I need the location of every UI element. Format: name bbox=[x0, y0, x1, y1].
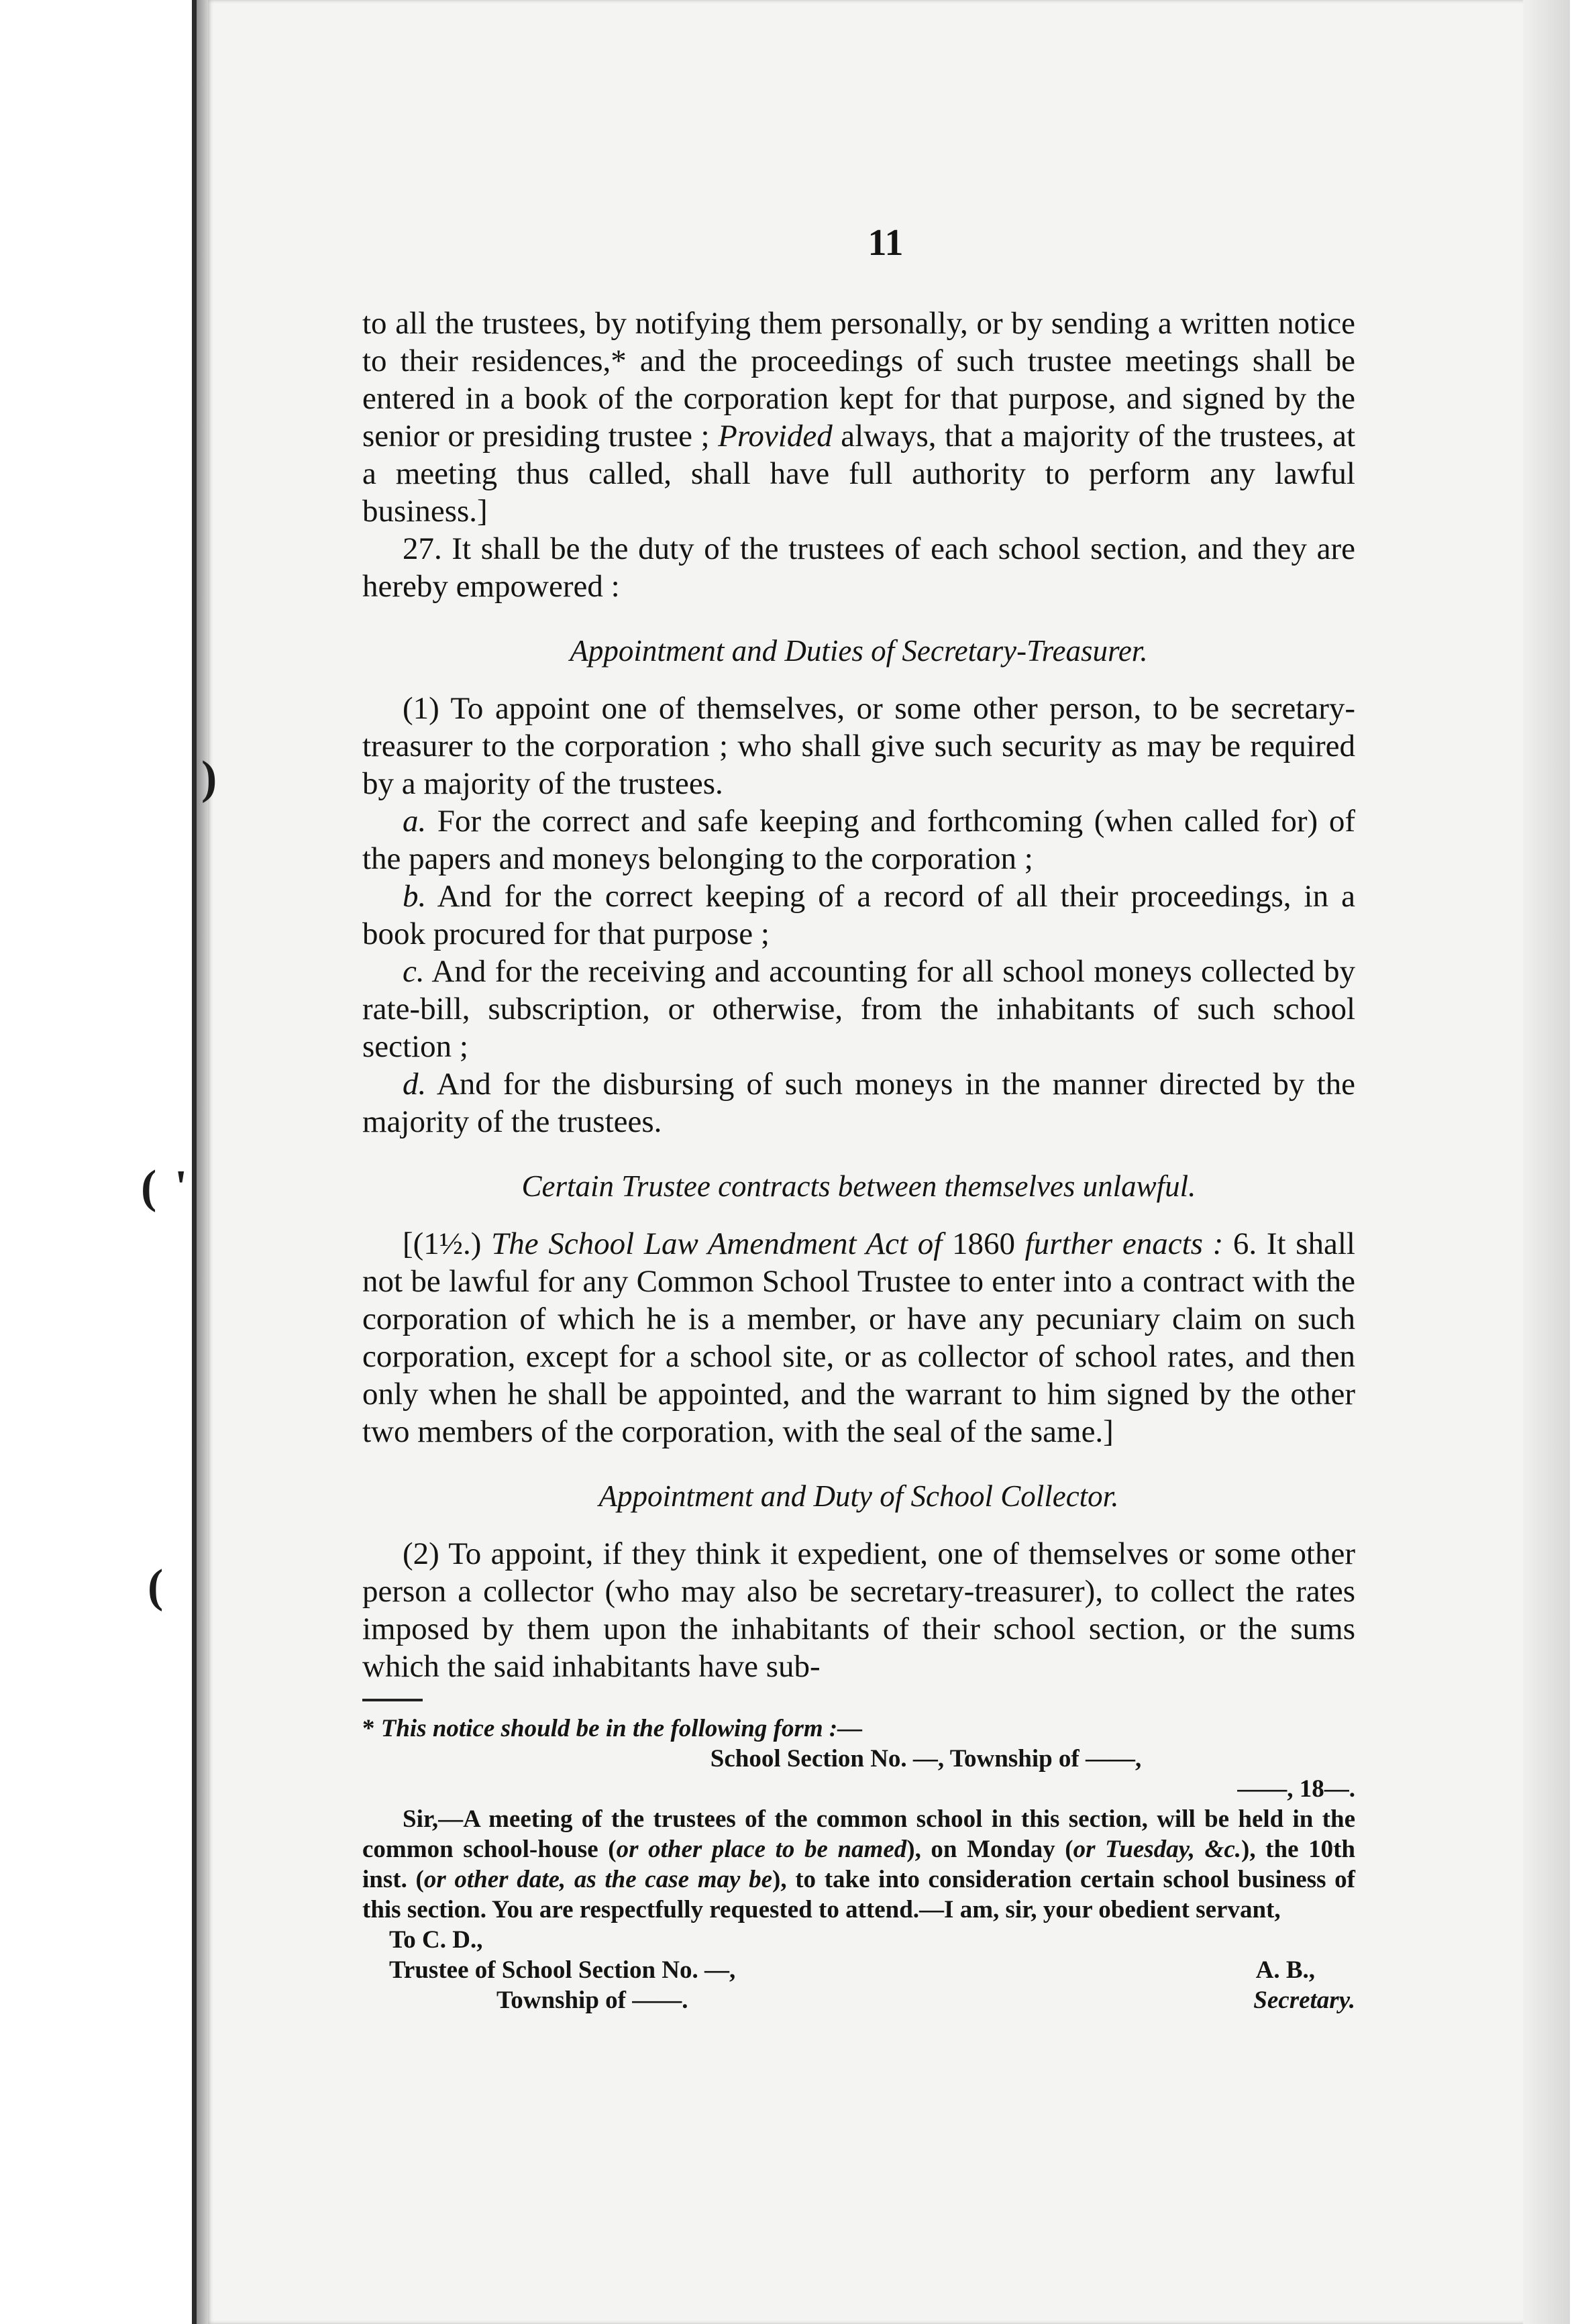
text-italic: or other place to be named bbox=[616, 1836, 907, 1863]
margin-mark: ( bbox=[141, 1161, 157, 1213]
page-content bbox=[362, 221, 1355, 2015]
text: —A meeting of the trustees of the common school in this section, will be held in the common school-house ( bbox=[362, 1805, 1355, 1863]
margin-mark: ' bbox=[174, 1161, 188, 1213]
clause-letter: d. bbox=[403, 1067, 427, 1102]
footnote bbox=[362, 1713, 1355, 2015]
text-italic: Provided bbox=[718, 419, 833, 454]
clause-text: And for the receiving and accounting for all school moneys collected by rate-bill, subscription, or otherwise, from the inhabitants of such school section ; bbox=[362, 954, 1355, 1064]
page-edge bbox=[1523, 0, 1570, 2324]
footnote-letter-body bbox=[362, 1804, 1355, 1925]
clause-letter: b. bbox=[403, 879, 427, 914]
text-italic: or other date, as the case may be bbox=[423, 1866, 772, 1893]
paragraph-amendment-act bbox=[362, 1225, 1355, 1450]
paragraph-appoint-secretary: (1) To appoint one of themselves, or some other person, to be secretary-treasurer to the corporation ; who shall give such security as may be required by a majority of the trustees. bbox=[362, 691, 1355, 801]
footnote-divider bbox=[362, 1699, 423, 1701]
footnote-signer: A. B., bbox=[1255, 1956, 1315, 1984]
clause-d bbox=[362, 1065, 1355, 1141]
footnote-marker: * bbox=[362, 1715, 381, 1742]
clause-letter: c. bbox=[403, 954, 425, 989]
footnote-signer-title: Secretary. bbox=[1253, 1987, 1355, 2014]
page-number: 11 bbox=[867, 222, 904, 264]
clause-text: And for the correct keeping of a record of all their proceedings, in a book procured for that purpose ; bbox=[362, 879, 1355, 951]
footnote-signature-row bbox=[362, 1955, 1355, 1985]
text-italic: or Tuesday, &c. bbox=[1073, 1836, 1242, 1863]
heading-trustee-contracts: Certain Trustee contracts between themselves unlawful. bbox=[521, 1169, 1196, 1203]
margin-mark: ( bbox=[148, 1561, 164, 1612]
clause-a bbox=[362, 802, 1355, 878]
text: always, that a majority of the trustees, at a meeting thus called, shall have full authority to perform any lawful business.] bbox=[362, 419, 1355, 529]
clause-letter: a. bbox=[403, 804, 427, 839]
salutation: Sir, bbox=[403, 1805, 439, 1833]
text: ), on Monday ( bbox=[906, 1836, 1073, 1863]
clause-text: And for the disbursing of such moneys in the manner directed by the majority of the trustees. bbox=[362, 1067, 1355, 1139]
footnote-township-line: Township of ——. bbox=[496, 1987, 688, 2014]
text-italic: further enacts : bbox=[1024, 1226, 1224, 1261]
margin-mark: ) bbox=[201, 752, 217, 804]
footnote-trustee-line: Trustee of School Section No. —, bbox=[389, 1956, 736, 1984]
text-italic: The School Law Amendment Act of bbox=[491, 1226, 943, 1261]
footnote-township-row bbox=[362, 1985, 1355, 2015]
binding-fold-line bbox=[192, 0, 197, 2324]
footnote-intro bbox=[362, 1713, 1355, 1744]
text: ), to take into consideration certain school business of this section. You are respectfully requested to attend.—I am, sir, your obedient servant, bbox=[362, 1866, 1356, 1923]
text: 6. It shall not be lawful for any Common School Trustee to enter into a contract with the corporation of which he is a member, or have any pecuniary claim on such corporation, except for a school site, or as collector of school rates, and then only when he shall be appointed, and the warrant to him signed by the other two members of the corporation, with the seal of the same.] bbox=[362, 1226, 1355, 1449]
heading-school-collector: Appointment and Duty of School Collector. bbox=[598, 1479, 1119, 1513]
text: to all the trustees, by notifying them personally, or by sending a written notice to their residences,* and the proceedings of such trustee meetings shall be entered in a book of the corporation kept for that purpose, and signed by the senior or presiding trustee ; bbox=[362, 306, 1355, 454]
text: 1860 bbox=[942, 1226, 1025, 1261]
text: [(1½.) bbox=[403, 1226, 492, 1261]
footnote-to-line: To C. D., bbox=[389, 1926, 483, 1954]
clause-c bbox=[362, 953, 1355, 1065]
text: ), the 10th inst. ( bbox=[362, 1836, 1355, 1893]
footnote-section-line: School Section No. —, Township of ——, bbox=[710, 1745, 1142, 1773]
paragraph-section-27: 27. It shall be the duty of the trustees of each school section, and they are hereby empowered : bbox=[362, 531, 1355, 604]
paragraph-appoint-collector: (2) To appoint, if they think it expedient, one of themselves or some other person a collector (who may also be secretary-treasurer), to collect the rates imposed by them upon the inhabitants of their school section, or the sums which the said inhabitants have sub- bbox=[362, 1536, 1355, 1684]
clause-b bbox=[362, 878, 1355, 953]
paragraph-trustee-meetings bbox=[362, 305, 1355, 530]
footnote-intro-text: This notice should be in the following form :— bbox=[380, 1715, 863, 1742]
footnote-date-line: ——, 18—. bbox=[1237, 1775, 1355, 1803]
heading-secretary-treasurer: Appointment and Duties of Secretary-Treasurer. bbox=[570, 634, 1148, 668]
clause-text: For the correct and safe keeping and forthcoming (when called for) of the papers and moneys belonging to the corporation ; bbox=[362, 804, 1355, 876]
